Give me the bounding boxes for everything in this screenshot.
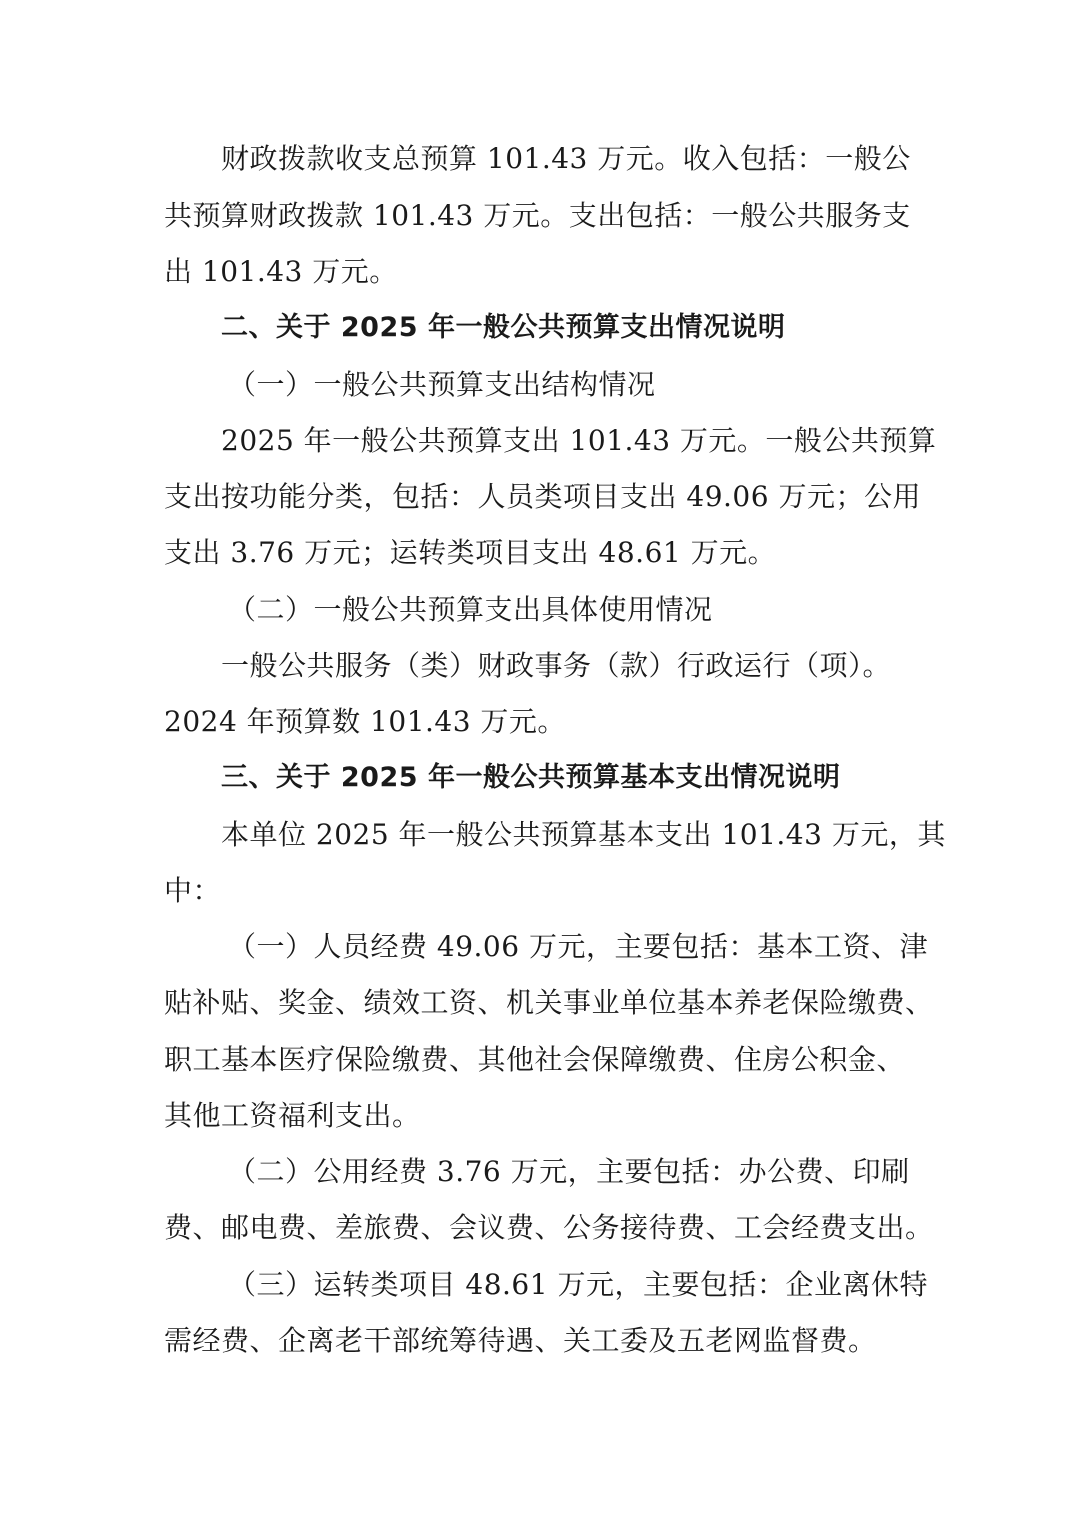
list-item-line: 费、邮电费、差旅费、会议费、公务接待费、工会经费支出。 (164, 1211, 934, 1244)
paragraph-line: 支出 3.76 万元；运转类项目支出 48.61 万元。 (164, 536, 777, 569)
paragraph-line: 共预算财政拨款 101.43 万元。支出包括：一般公共服务支 (164, 199, 911, 232)
paragraph-line: 一般公共服务（类）财政事务（款）行政运行（项）。 (221, 649, 892, 682)
list-item-line: 职工基本医疗保险缴费、其他社会保障缴费、住房公积金、 (164, 1043, 906, 1076)
list-item-line: 其他工资福利支出。 (164, 1099, 421, 1132)
paragraph-line: 本单位 2025 年一般公共预算基本支出 101.43 万元，其 (221, 818, 946, 851)
section-heading-2: 二、关于 2025 年一般公共预算支出情况说明 (221, 312, 786, 343)
list-item-line: 需经费、企离老干部统筹待遇、关工委及五老网监督费。 (164, 1324, 877, 1357)
list-item-line: （一）人员经费 49.06 万元，主要包括：基本工资、津 (228, 930, 928, 963)
list-item-line: （三）运转类项目 48.61 万元，主要包括：企业离休特 (228, 1268, 928, 1301)
section-heading-3: 三、关于 2025 年一般公共预算基本支出情况说明 (221, 762, 841, 793)
paragraph-line: 出 101.43 万元。 (164, 255, 398, 288)
paragraph-line: 财政拨款收支总预算 101.43 万元。收入包括：一般公 (221, 142, 911, 175)
paragraph-line: 支出按功能分类，包括：人员类项目支出 49.06 万元；公用 (164, 480, 921, 513)
subsection-heading: （二）一般公共预算支出具体使用情况 (228, 593, 713, 626)
paragraph-line: 2025 年一般公共预算支出 101.43 万元。一般公共预算 (221, 424, 937, 457)
paragraph-line: 2024 年预算数 101.43 万元。 (164, 705, 566, 738)
subsection-heading: （一）一般公共预算支出结构情况 (228, 368, 656, 401)
list-item-line: （二）公用经费 3.76 万元，主要包括：办公费、印刷 (228, 1155, 910, 1188)
paragraph-line: 中： (164, 874, 222, 907)
list-item-line: 贴补贴、奖金、绩效工资、机关事业单位基本养老保险缴费、 (164, 986, 934, 1019)
